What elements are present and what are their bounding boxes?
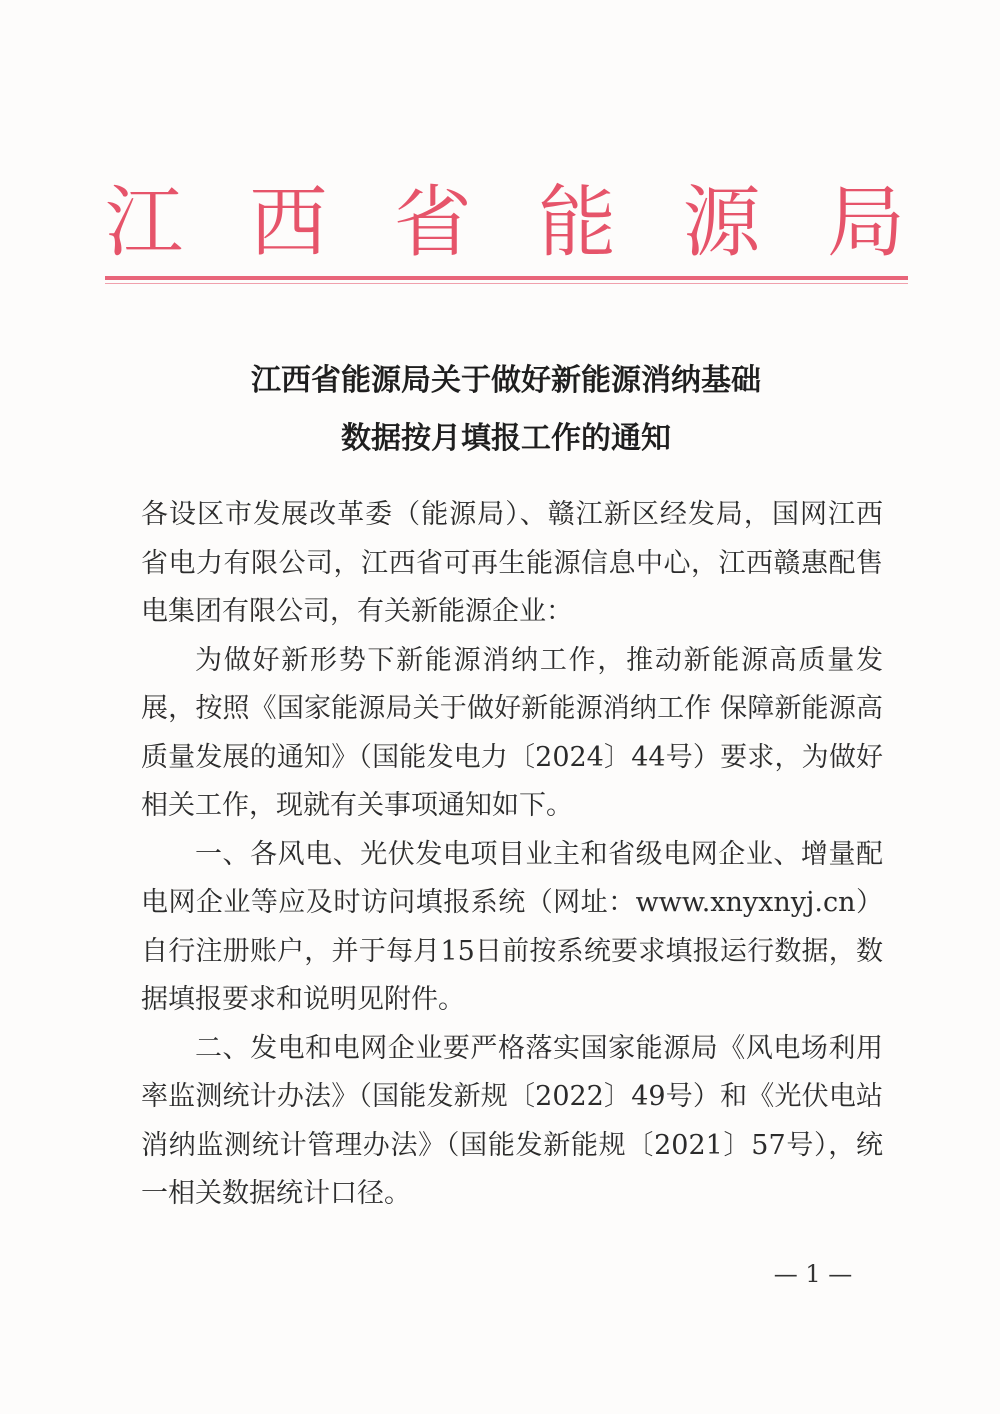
document-body bbox=[141, 491, 883, 1219]
masthead-char: 西 bbox=[249, 178, 328, 268]
document-title bbox=[100, 352, 912, 468]
masthead-char: 省 bbox=[393, 178, 472, 268]
masthead-char: 能 bbox=[538, 178, 617, 268]
title-line-2: 数据按月填报工作的通知 bbox=[341, 421, 671, 456]
addressees-paragraph: 各设区市发展改革委（能源局）、赣江新区经发局，国网江西省电力有限公司，江西省可再生能源信息中心，江西赣惠配售电集团有限公司，有关新能源企业： bbox=[141, 499, 883, 627]
intro-paragraph: 为做好新形势下新能源消纳工作，推动新能源高质量发展，按照《国家能源局关于做好新能源消纳工作 保障新能源高质量发展的通知》（国能发电力〔2024〕44号）要求，为做好相关工作，现就有关事项通知如下。 bbox=[141, 644, 883, 821]
item-1-paragraph: 一、各风电、光伏发电项目业主和省级电网企业、增量配电网企业等应及时访问填报系统（网址：www.xnyxnyj.cn）自行注册账户，并于每月15日前按系统要求填报运行数据，数据填报要求和说明见附件。 bbox=[141, 838, 883, 1015]
red-header-rule bbox=[105, 276, 908, 280]
masthead-issuer-name bbox=[105, 178, 905, 268]
page-number: — 1 — bbox=[773, 1260, 853, 1288]
item-2-paragraph: 二、发电和电网企业要严格落实国家能源局《风电场利用率监测统计办法》（国能发新规〔2022〕49号）和《光伏电站消纳监测统计管理办法》（国能发新能规〔2021〕57号），统一相关数据统计口径。 bbox=[141, 1032, 883, 1209]
title-line-1: 江西省能源局关于做好新能源消纳基础 bbox=[251, 363, 761, 398]
masthead-char: 江 bbox=[105, 178, 184, 268]
masthead-char: 源 bbox=[682, 178, 761, 268]
red-header-rule-thin bbox=[105, 283, 908, 284]
masthead-char: 局 bbox=[826, 178, 905, 268]
